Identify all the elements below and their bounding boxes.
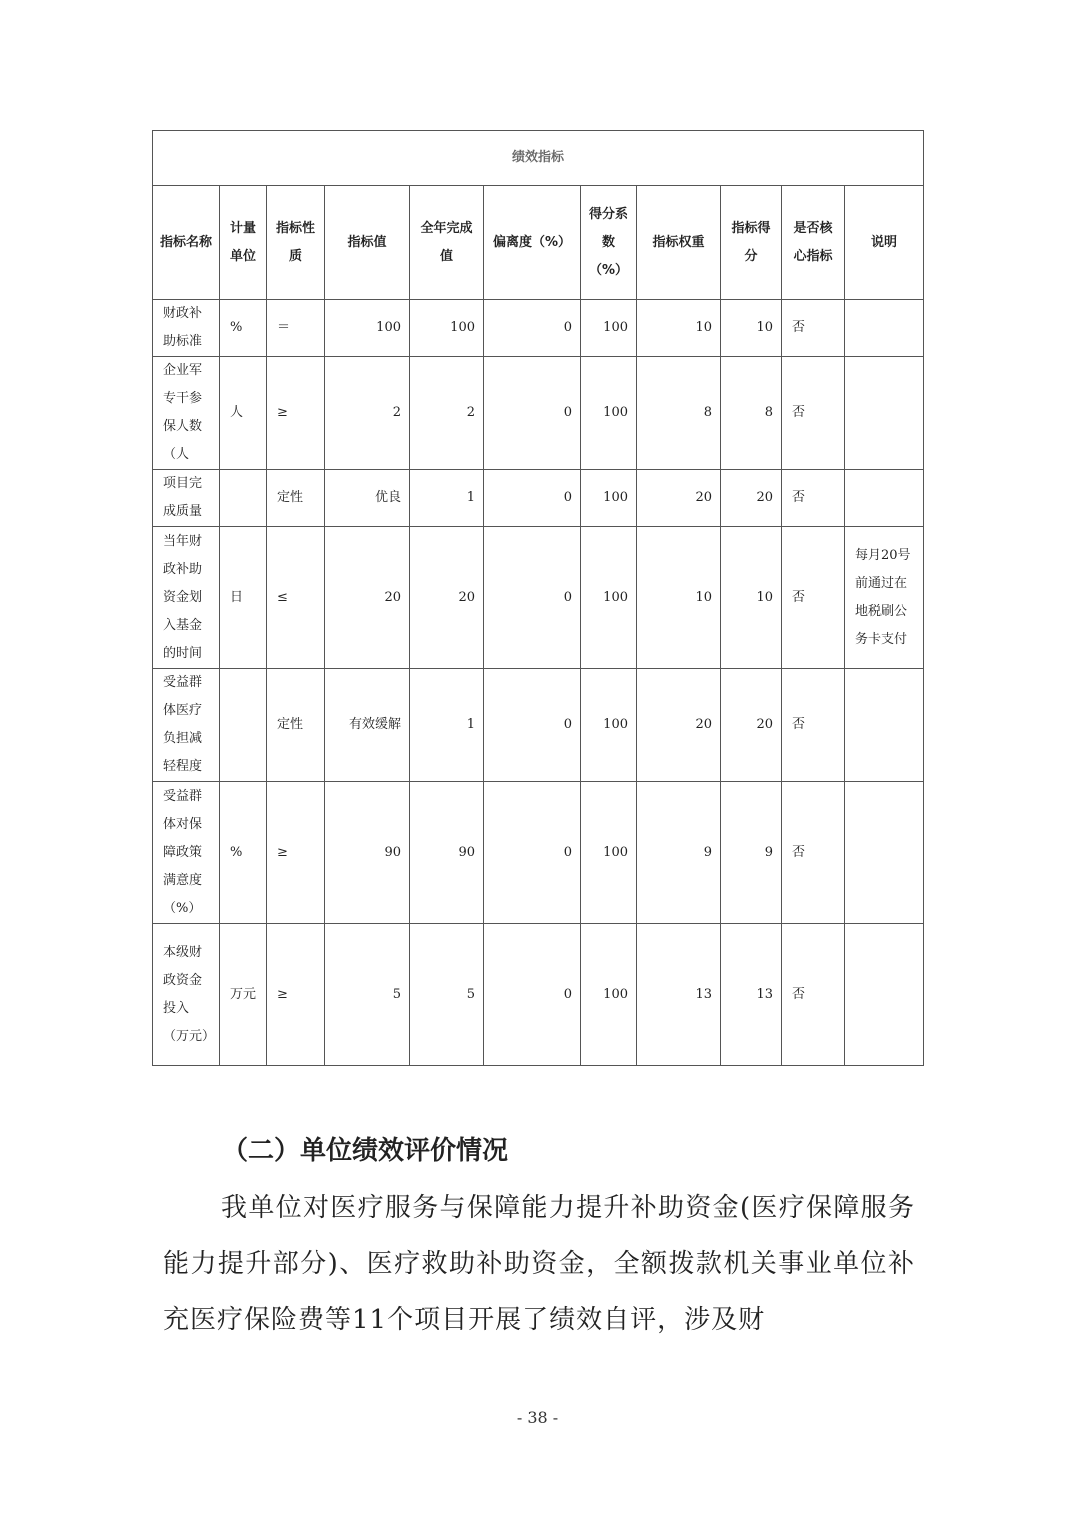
cell-target: 有效缓解	[325, 669, 410, 782]
cell-actual: 20	[410, 527, 484, 669]
table-row	[153, 669, 924, 782]
header-target-value: 指标值	[325, 186, 410, 300]
cell-nature: ≤	[267, 527, 325, 669]
cell-score: 20	[721, 470, 782, 527]
cell-actual: 100	[410, 300, 484, 357]
cell-score: 13	[721, 924, 782, 1066]
cell-name: 财政补助标准	[153, 300, 220, 357]
header-actual-value: 全年完成值	[410, 186, 484, 300]
performance-indicator-table	[152, 130, 924, 1066]
cell-nature: ≥	[267, 357, 325, 470]
header-unit: 计量单位	[220, 186, 267, 300]
cell-unit: 人	[220, 357, 267, 470]
cell-note	[845, 669, 924, 782]
cell-weight: 8	[637, 357, 721, 470]
table-row	[153, 470, 924, 527]
cell-deviation: 0	[484, 782, 581, 924]
cell-unit: 万元	[220, 924, 267, 1066]
header-indicator-name: 指标名称	[153, 186, 220, 300]
header-note: 说明	[845, 186, 924, 300]
cell-name: 当年财政补助资金划入基金的时间	[153, 527, 220, 669]
cell-deviation: 0	[484, 357, 581, 470]
header-nature: 指标性质	[267, 186, 325, 300]
cell-name: 本级财政资金投入（万元）	[153, 924, 220, 1066]
cell-note	[845, 300, 924, 357]
cell-name: 企业军专干参保人数（人	[153, 357, 220, 470]
cell-target: 优良	[325, 470, 410, 527]
header-core-indicator: 是否核心指标	[782, 186, 845, 300]
cell-core: 否	[782, 527, 845, 669]
cell-note	[845, 782, 924, 924]
cell-score: 20	[721, 669, 782, 782]
cell-note: 每月20号前通过在地税刷公务卡支付	[845, 527, 924, 669]
cell-target: 2	[325, 357, 410, 470]
cell-nature: 定性	[267, 669, 325, 782]
cell-deviation: 0	[484, 669, 581, 782]
cell-coefficient: 100	[581, 300, 637, 357]
cell-unit	[220, 669, 267, 782]
cell-name: 项目完成质量	[153, 470, 220, 527]
header-score-coefficient: 得分系数（%）	[581, 186, 637, 300]
cell-target: 5	[325, 924, 410, 1066]
cell-target: 100	[325, 300, 410, 357]
page-number: - 38 -	[516, 1408, 559, 1427]
cell-coefficient: 100	[581, 924, 637, 1066]
cell-actual: 2	[410, 357, 484, 470]
cell-nature: ＝	[267, 300, 325, 357]
cell-core: 否	[782, 924, 845, 1066]
cell-name: 受益群体对保障政策满意度（%）	[153, 782, 220, 924]
cell-weight: 20	[637, 669, 721, 782]
cell-weight: 13	[637, 924, 721, 1066]
cell-core: 否	[782, 470, 845, 527]
cell-coefficient: 100	[581, 669, 637, 782]
cell-unit: %	[220, 300, 267, 357]
header-score: 指标得分	[721, 186, 782, 300]
header-weight: 指标权重	[637, 186, 721, 300]
cell-note	[845, 470, 924, 527]
cell-coefficient: 100	[581, 527, 637, 669]
cell-score: 8	[721, 357, 782, 470]
cell-unit: %	[220, 782, 267, 924]
cell-core: 否	[782, 782, 845, 924]
cell-note	[845, 924, 924, 1066]
cell-coefficient: 100	[581, 782, 637, 924]
cell-core: 否	[782, 300, 845, 357]
cell-weight: 9	[637, 782, 721, 924]
cell-deviation: 0	[484, 527, 581, 669]
cell-note	[845, 357, 924, 470]
cell-unit: 日	[220, 527, 267, 669]
table-row	[153, 300, 924, 357]
table-row	[153, 924, 924, 1066]
cell-name: 受益群体医疗负担减轻程度	[153, 669, 220, 782]
cell-coefficient: 100	[581, 357, 637, 470]
body-paragraph: 我单位对医疗服务与保障能力提升补助资金(医疗保障服务能力提升部分)、医疗救助补助资金，全额拨款机关事业单位补充医疗保险费等11个项目开展了绩效自评，涉及财	[163, 1193, 915, 1335]
header-deviation: 偏离度（%）	[484, 186, 581, 300]
table-row	[153, 357, 924, 470]
cell-weight: 10	[637, 527, 721, 669]
cell-deviation: 0	[484, 924, 581, 1066]
cell-target: 20	[325, 527, 410, 669]
cell-actual: 1	[410, 470, 484, 527]
cell-weight: 10	[637, 300, 721, 357]
cell-score: 10	[721, 300, 782, 357]
table-header-row	[153, 186, 924, 300]
cell-deviation: 0	[484, 470, 581, 527]
cell-unit	[220, 470, 267, 527]
cell-score: 9	[721, 782, 782, 924]
cell-score: 10	[721, 527, 782, 669]
cell-actual: 5	[410, 924, 484, 1066]
cell-core: 否	[782, 669, 845, 782]
cell-nature: ≥	[267, 924, 325, 1066]
cell-nature: 定性	[267, 470, 325, 527]
cell-target: 90	[325, 782, 410, 924]
table-row	[153, 782, 924, 924]
cell-deviation: 0	[484, 300, 581, 357]
cell-actual: 90	[410, 782, 484, 924]
section-heading: （二）单位绩效评价情况	[222, 1136, 509, 1166]
cell-weight: 20	[637, 470, 721, 527]
cell-actual: 1	[410, 669, 484, 782]
cell-core: 否	[782, 357, 845, 470]
table-row	[153, 527, 924, 669]
table-title: 绩效指标	[153, 131, 924, 186]
cell-coefficient: 100	[581, 470, 637, 527]
cell-nature: ≥	[267, 782, 325, 924]
